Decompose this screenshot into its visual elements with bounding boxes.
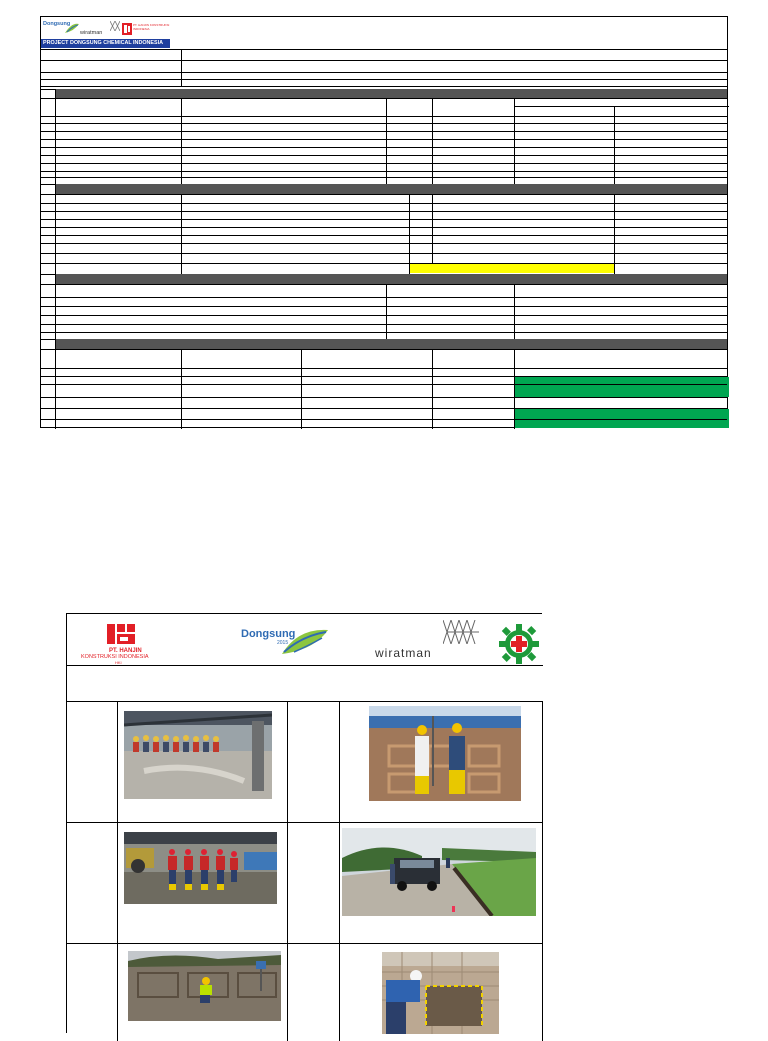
wiratman-lattice-icon [443, 620, 481, 644]
wiratman-logo-text: wiratman [80, 30, 103, 36]
report-logo-area [42, 19, 172, 39]
worker-group-photo [124, 832, 277, 904]
hanjin-name-text: PT. HANJIN [109, 648, 142, 654]
hanjin-logo-text: PT. HANJIN KONSTRUKSI INDONESIA [133, 23, 170, 31]
section-1-band [55, 89, 727, 98]
daily-report-form [40, 16, 728, 428]
gear-logo-icon [499, 624, 539, 664]
section-4-band [55, 339, 727, 349]
wiratman-lattice-icon [110, 21, 120, 31]
dongsung-logo-text: Dongsung [43, 21, 71, 27]
dongsung-name-text: Dongsung [241, 628, 296, 640]
dongsung-year-text: 2015 [277, 640, 289, 646]
section-2-band [55, 184, 727, 194]
hanjin-sub-text: KONSTRUKSI INDONESIA [81, 654, 149, 660]
safety-briefing-photo [124, 711, 272, 799]
hanjin-logo-icon [107, 624, 137, 646]
wiratman-name-text: wiratman [375, 646, 432, 660]
hanjin-abbr-text: HKI [115, 660, 122, 665]
dongsung-leaf-icon [64, 22, 80, 34]
hanjin-logo-icon [122, 23, 132, 35]
section-3-band [55, 274, 727, 284]
excavation-inspection-photo [382, 952, 499, 1034]
ground-work-photo [128, 951, 281, 1021]
photo-documentation-sheet [66, 613, 542, 1033]
road-vehicle-photo [342, 828, 536, 916]
highlight-yellow-cell [410, 264, 614, 273]
highlight-green-cell-1 [515, 377, 729, 397]
survey-stake-photo [369, 706, 521, 801]
project-title-band: PROJECT DONGSUNG CHEMICAL INDONESIA [41, 39, 170, 48]
